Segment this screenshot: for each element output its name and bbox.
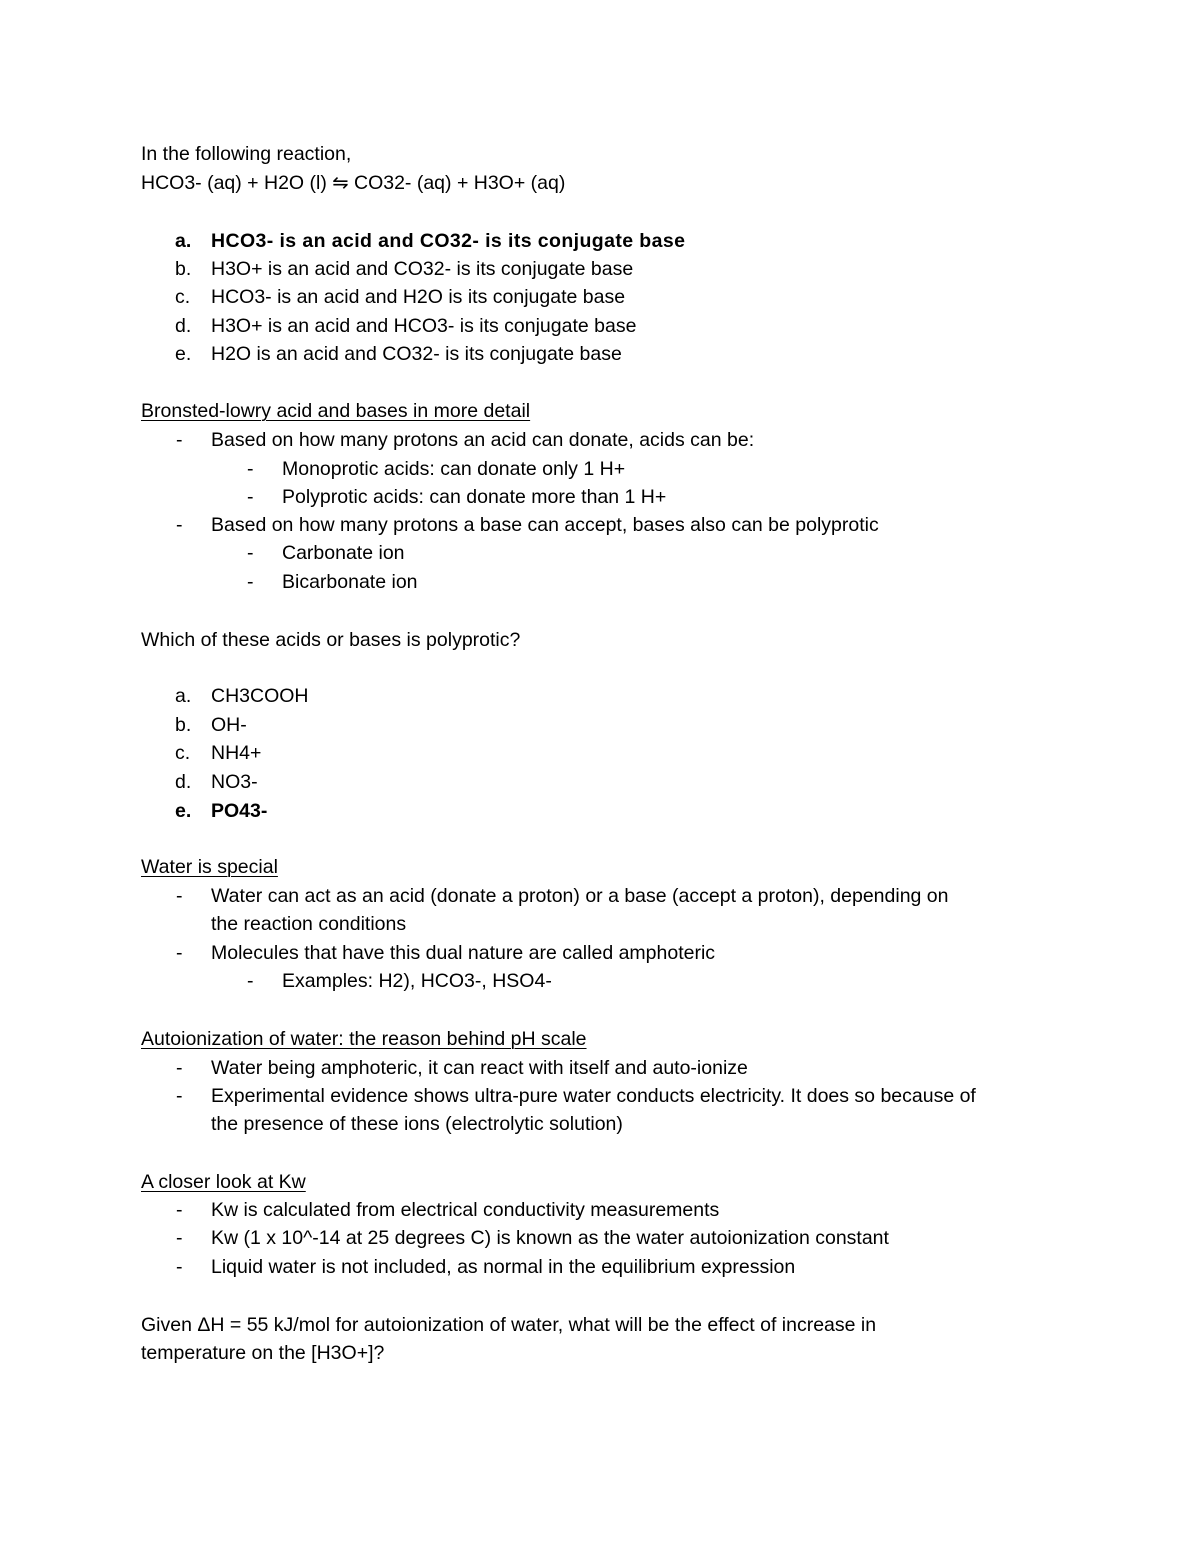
bronsted-bullet: Based on how many protons an acid can donate, acids can be:: [211, 429, 755, 451]
q2-option-marker: c.: [175, 742, 191, 764]
bronsted-heading: Bronsted-lowry acid and bases in more detail: [141, 400, 531, 422]
q1-option-marker: a.: [175, 230, 192, 252]
bullet-dash: -: [176, 1256, 183, 1278]
q1-option-e: H2O is an acid and CO32- is its conjugate base: [211, 343, 622, 365]
q2-option-marker: b.: [175, 714, 192, 736]
water-heading: Water is special: [141, 856, 278, 878]
q1-option-marker: e.: [175, 343, 192, 365]
q2-option-c: NH4+: [211, 742, 262, 764]
q1-option-d: H3O+ is an acid and HCO3- is its conjugate base: [211, 315, 637, 337]
q1-equation: HCO3- (aq) + H2O (l) ⇋ CO32- (aq) + H3O+ (aq): [141, 172, 566, 194]
q2-option-marker: a.: [175, 685, 192, 707]
q3-question-line: Given ΔH = 55 kJ/mol for autoionization of water, what will be the effect of increase in: [141, 1314, 877, 1336]
bullet-dash: -: [176, 1227, 183, 1249]
bullet-dash: -: [176, 1085, 183, 1107]
kw-bullet: Kw (1 x 10^-14 at 25 degrees C) is known as the water autoionization constant: [211, 1227, 889, 1249]
bullet-dash: -: [247, 458, 254, 480]
q1-option-marker: b.: [175, 258, 192, 280]
bronsted-sub-bullet: Bicarbonate ion: [282, 571, 418, 593]
bullet-dash: -: [176, 885, 183, 907]
bullet-dash: -: [176, 1057, 183, 1079]
q1-option-a-answer: HCO3- is an acid and CO32- is its conjugate base: [211, 230, 686, 252]
autoionization-bullet-continuation: the presence of these ions (electrolytic solution): [211, 1113, 623, 1135]
bullet-dash: -: [176, 1199, 183, 1221]
bullet-dash: -: [247, 571, 254, 593]
q2-option-a: CH3COOH: [211, 685, 309, 707]
q1-option-marker: d.: [175, 315, 192, 337]
q3-question-line: temperature on the [H3O+]?: [141, 1342, 385, 1364]
bullet-dash: -: [247, 970, 254, 992]
q2-option-b: OH-: [211, 714, 247, 736]
bronsted-sub-bullet: Monoprotic acids: can donate only 1 H+: [282, 458, 626, 480]
bronsted-bullet: Based on how many protons a base can accept, bases also can be polyprotic: [211, 514, 879, 536]
q2-option-d: NO3-: [211, 771, 258, 793]
q1-intro: In the following reaction,: [141, 143, 352, 165]
autoionization-bullet: Water being amphoteric, it can react with itself and auto-ionize: [211, 1057, 748, 1079]
q2-option-marker: e.: [175, 800, 192, 822]
q2-option-marker: d.: [175, 771, 192, 793]
water-sub-bullet: Examples: H2), HCO3-, HSO4-: [282, 970, 552, 992]
autoionization-heading: Autoionization of water: the reason behind pH scale: [141, 1028, 587, 1050]
kw-bullet: Liquid water is not included, as normal in the equilibrium expression: [211, 1256, 796, 1278]
bullet-dash: -: [176, 429, 183, 451]
kw-bullet: Kw is calculated from electrical conductivity measurements: [211, 1199, 720, 1221]
autoionization-bullet: Experimental evidence shows ultra-pure water conducts electricity. It does so because of: [211, 1085, 976, 1107]
bullet-dash: -: [247, 542, 254, 564]
water-bullet: Water can act as an acid (donate a proton) or a base (accept a proton), depending on: [211, 885, 949, 907]
q2-option-e-answer: PO43-: [211, 800, 268, 822]
q2-question: Which of these acids or bases is polyprotic?: [141, 629, 521, 651]
bronsted-sub-bullet: Polyprotic acids: can donate more than 1 H+: [282, 486, 667, 508]
bronsted-sub-bullet: Carbonate ion: [282, 542, 405, 564]
q1-option-b: H3O+ is an acid and CO32- is its conjugate base: [211, 258, 634, 280]
q1-option-c: HCO3- is an acid and H2O is its conjugate base: [211, 286, 626, 308]
bullet-dash: -: [247, 486, 254, 508]
q1-option-marker: c.: [175, 286, 191, 308]
kw-heading: A closer look at Kw: [141, 1171, 306, 1193]
water-bullet: Molecules that have this dual nature are called amphoteric: [211, 942, 716, 964]
bullet-dash: -: [176, 514, 183, 536]
bullet-dash: -: [176, 942, 183, 964]
water-bullet-continuation: the reaction conditions: [211, 913, 407, 935]
